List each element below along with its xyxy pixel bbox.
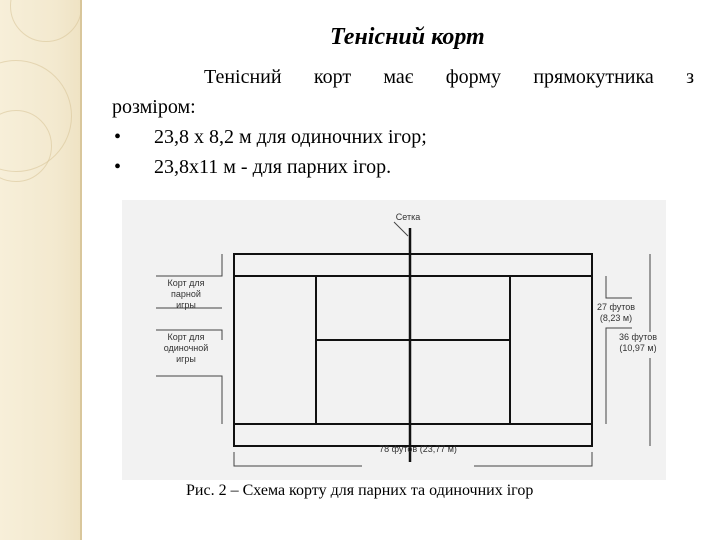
- singles-width-label-line2: (8,23 м): [599, 313, 633, 323]
- list-item-text: 23,8 х 8,2 м для одиночних ігор;: [154, 126, 427, 148]
- length-dim-left: [234, 452, 362, 466]
- doubles-bracket-left: [156, 254, 222, 276]
- court-outline: [234, 254, 592, 446]
- intro-line-2: розміром:: [112, 96, 196, 118]
- court-diagram: [122, 200, 666, 480]
- bullet-icon: •: [114, 126, 122, 148]
- singles-width-label-line1: 27 футов: [596, 302, 636, 312]
- intro-paragraph: [112, 62, 694, 182]
- intro-line-1: Тенісний корт має форму прямокутника з: [204, 66, 694, 88]
- doubles-label-line1: Корт для: [167, 278, 205, 288]
- singles-label-line1: Корт для: [167, 332, 205, 342]
- net-leader: [394, 222, 408, 236]
- list-item-text: 23,8х11 м - для парних ігор.: [154, 156, 392, 178]
- length-label: 78 футов (23,77 м): [379, 444, 457, 454]
- net-label: Сетка: [395, 212, 421, 222]
- slide-title: Тенісний корт: [330, 24, 485, 50]
- size-list: [112, 122, 694, 182]
- doubles-width-label-line1: 36 футов: [618, 332, 658, 342]
- singles-label-line2: одиночной: [163, 343, 209, 353]
- bullet-icon: •: [114, 156, 122, 178]
- list-item: [112, 152, 694, 182]
- length-dim-right: [474, 452, 592, 466]
- doubles-label-line3: игры: [176, 300, 196, 310]
- singles-dim-top: [606, 276, 632, 298]
- figure-caption: Рис. 2 – Схема корту для парних та одиночних ігор: [186, 482, 534, 499]
- singles-label-line3: игры: [176, 354, 196, 364]
- singles-bracket-bottom: [156, 376, 222, 424]
- side-divider-line: [80, 0, 82, 540]
- doubles-width-label-line2: (10,97 м): [619, 343, 657, 353]
- doubles-label-line2: парной: [171, 289, 201, 299]
- list-item: [112, 122, 694, 152]
- court-svg: [122, 200, 666, 480]
